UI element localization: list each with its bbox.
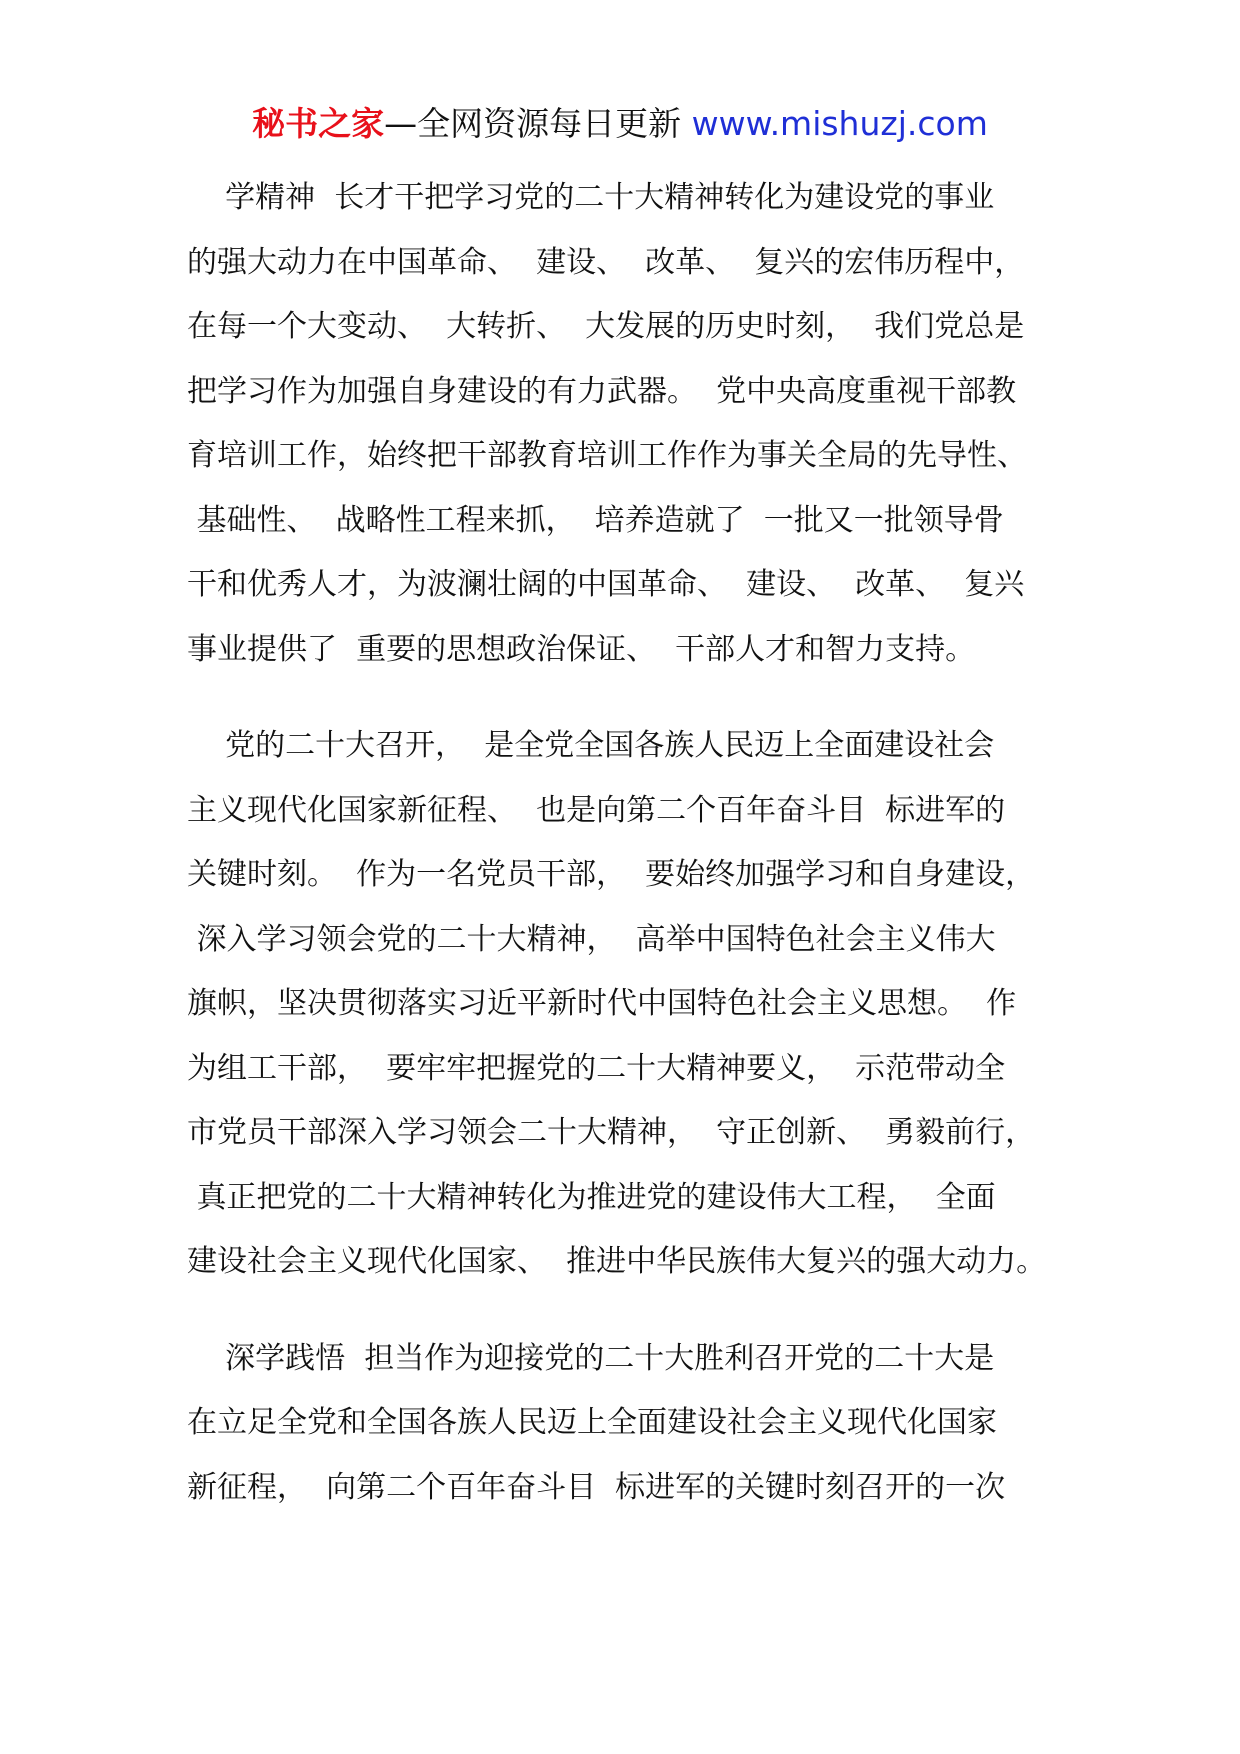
paragraph-line: 在每一个大变动、 大转折、 大发展的历史时刻， 我们党总是 bbox=[187, 309, 1025, 344]
site-header bbox=[0, 100, 1240, 148]
header-tagline: —全网资源每日更新 bbox=[384, 104, 692, 143]
paragraph-line: 旗帜，坚决贯彻落实习近平新时代中国特色社会主义思想。 作 bbox=[187, 986, 1017, 1021]
paragraph-line: 学精神 长才干把学习党的二十大精神转化为建设党的事业 bbox=[187, 180, 995, 215]
paragraph-line: 把学习作为加强自身建设的有力武器。 党中央高度重视干部教 bbox=[187, 373, 1017, 409]
site-url-link[interactable]: www.mishuzj.com bbox=[691, 104, 988, 143]
paragraph-line: 真正把党的二十大精神转化为推进党的建设伟大工程， 全面 bbox=[187, 1179, 996, 1215]
paragraph-line: 的强大动力在中国革命、 建设、 改革、 复兴的宏伟历程中， bbox=[187, 244, 1025, 280]
paragraph-line: 关键时刻。 作为一名党员干部， 要始终加强学习和自身建设， bbox=[187, 857, 1036, 892]
paragraph-line: 党的二十大召开， 是全党全国各族人民迈上全面建设社会 bbox=[187, 728, 995, 763]
paragraph-line: 市党员干部深入学习领会二十大精神， 守正创新、 勇毅前行， bbox=[187, 1115, 1036, 1150]
paragraph-line: 为组工干部， 要牢牢把握党的二十大精神要义， 示范带动全 bbox=[187, 1050, 1006, 1086]
paragraph-line: 建设社会主义现代化国家、 推进中华民族伟大复兴的强大动力。 bbox=[187, 1244, 1047, 1279]
paragraph bbox=[187, 714, 1059, 1295]
paragraph-line: 干和优秀人才，为波澜壮阔的中国革命、 建设、 改革、 复兴 bbox=[187, 567, 1025, 602]
paragraph bbox=[187, 1327, 1059, 1521]
paragraph-line: 育培训工作，始终把干部教育培训工作作为事关全局的先导性、 bbox=[187, 438, 1027, 473]
paragraph bbox=[187, 166, 1059, 682]
document-body bbox=[187, 166, 1059, 1520]
paragraph-spacer bbox=[187, 1295, 1059, 1327]
paragraph-line: 主义现代化国家新征程、 也是向第二个百年奋斗目 标进军的 bbox=[187, 792, 1006, 828]
paragraph-line: 深入学习领会党的二十大精神， 高举中国特色社会主义伟大 bbox=[187, 921, 996, 957]
paragraph-line: 基础性、 战略性工程来抓， 培养造就了 一批又一批领导骨 bbox=[187, 502, 1004, 538]
paragraph-line: 新征程， 向第二个百年奋斗目 标进军的关键时刻召开的一次 bbox=[187, 1469, 1006, 1505]
paragraph-line: 深学践悟 担当作为迎接党的二十大胜利召开党的二十大是 bbox=[187, 1340, 995, 1376]
brand-name: 秘书之家 bbox=[252, 104, 385, 143]
paragraph-line: 事业提供了 重要的思想政治保证、 干部人才和智力支持。 bbox=[187, 631, 976, 667]
paragraph-spacer bbox=[187, 682, 1059, 714]
paragraph-line: 在立足全党和全国各族人民迈上全面建设社会主义现代化国家 bbox=[187, 1405, 997, 1440]
